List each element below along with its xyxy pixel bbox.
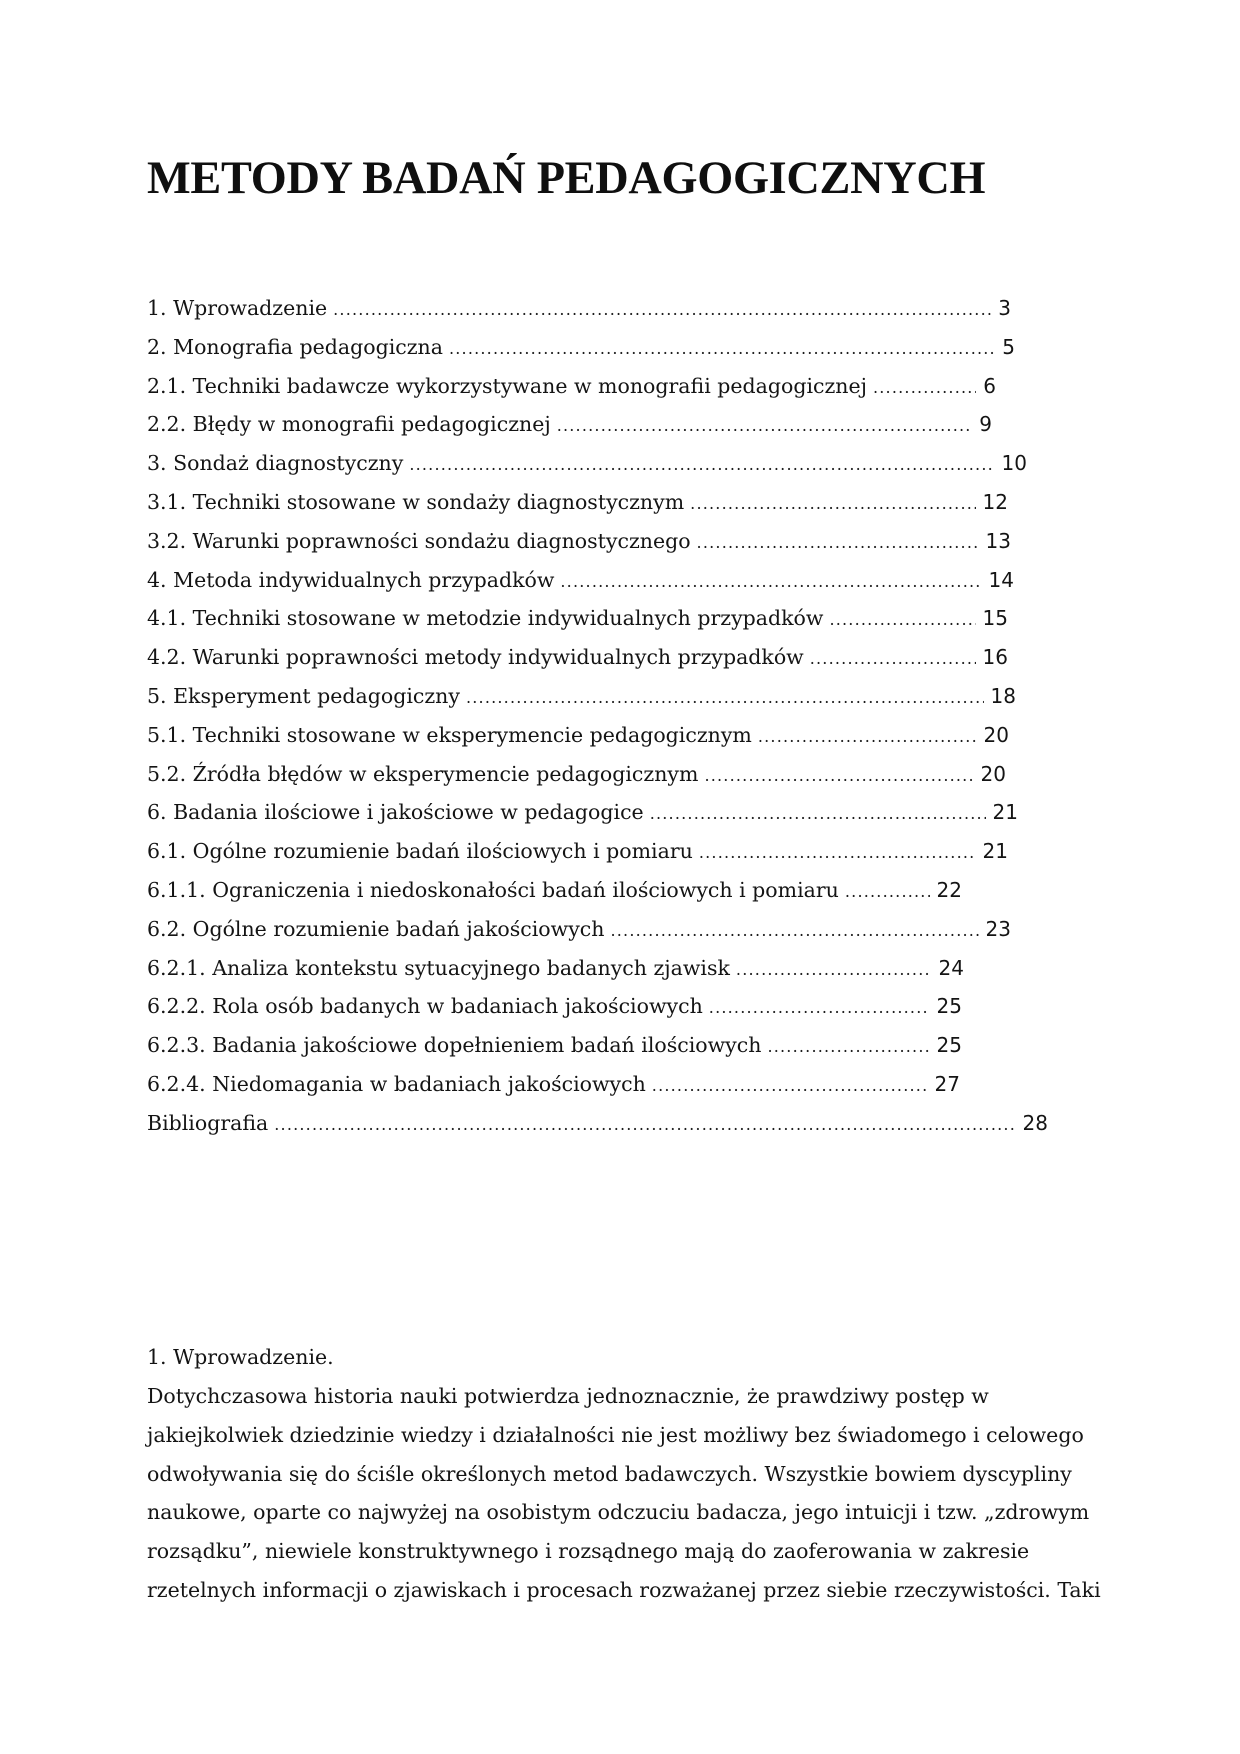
toc-entry-label: Bibliografia	[147, 1104, 274, 1143]
toc-entry[interactable]	[147, 987, 962, 1026]
toc-entry-label: 6.2.1. Analiza kontekstu sytuacyjnego badanych zjawisk	[147, 949, 736, 988]
toc-entry[interactable]	[147, 289, 1011, 328]
toc-entry[interactable]	[147, 638, 1008, 677]
toc-entry-label: 3.1. Techniki stosowane w sondaży diagnostycznym	[147, 483, 690, 522]
toc-page-number: 3	[998, 296, 1011, 320]
toc-dot-leader	[697, 524, 979, 561]
toc-dot-leader	[560, 563, 981, 600]
toc-entry-label: 1. Wprowadzenie	[147, 289, 333, 328]
toc-entry[interactable]	[147, 444, 1027, 483]
toc-entry[interactable]	[147, 677, 1016, 716]
toc-entry[interactable]	[147, 871, 962, 910]
toc-page-number: 12	[982, 489, 1008, 514]
toc-page-number: 15	[982, 606, 1008, 631]
toc-dot-leader	[610, 912, 978, 949]
toc-dot-leader	[557, 407, 973, 444]
body-paragraph	[147, 1377, 1101, 1610]
toc-page-number: 18	[990, 683, 1016, 708]
toc-entry[interactable]	[147, 599, 1008, 638]
toc-entry-label: 3.2. Warunki poprawności sondażu diagnostycznego	[147, 522, 697, 561]
toc-page-number: 24	[938, 955, 964, 980]
toc-entry-label: 4.1. Techniki stosowane w metodzie indywidualnych przypadków	[147, 599, 829, 638]
toc-entry-label: 6.1.1. Ograniczenia i niedoskonałości badań ilościowych i pomiaru	[147, 871, 845, 910]
body-line: jakiejkolwiek dziedzinie wiedzy i działalności nie jest możliwy bez świadomego i celowego	[147, 1422, 1084, 1447]
toc-entry[interactable]	[147, 949, 964, 988]
toc-dot-leader	[333, 291, 991, 328]
toc-page-number: 23	[985, 916, 1011, 941]
toc-entry[interactable]	[147, 755, 1006, 794]
toc-page-number: 22	[936, 877, 962, 902]
toc-dot-leader	[873, 369, 976, 406]
toc-entry-label: 3. Sondaż diagnostyczny	[147, 444, 409, 483]
toc-entry-label: 6. Badania ilościowe i jakościowe w pedagogice	[147, 793, 650, 832]
toc-entry[interactable]	[147, 793, 1018, 832]
toc-dot-leader	[845, 873, 930, 910]
toc-page-number: 28	[1022, 1110, 1048, 1135]
toc-entry-label: 6.2. Ogólne rozumienie badań jakościowych	[147, 910, 610, 949]
toc-dot-leader	[690, 485, 975, 522]
toc-dot-leader	[709, 989, 930, 1026]
toc-entry-label: 4. Metoda indywidualnych przypadków	[147, 561, 560, 600]
toc-dot-leader	[274, 1106, 1015, 1143]
toc-dot-leader	[704, 757, 973, 794]
toc-dot-leader	[409, 446, 994, 483]
toc-page-number: 21	[992, 800, 1018, 825]
toc-dot-leader	[699, 834, 976, 871]
toc-dot-leader	[736, 951, 932, 988]
toc-page-number: 14	[988, 567, 1014, 592]
toc-entry[interactable]	[147, 522, 1011, 561]
body-line: odwoływania się do ściśle określonych metod badawczych. Wszystkie bowiem dyscypliny	[147, 1461, 1072, 1486]
document-title: METODY BADAŃ PEDAGOGICZNYCH	[147, 152, 986, 204]
body-line: naukowe, oparte co najwyżej na osobistym odczuciu badacza, jego intuicji i tzw. „zdrowym	[147, 1500, 1090, 1525]
toc-entry[interactable]	[147, 716, 1009, 755]
body-line: rozsądku”, niewiele konstruktywnego i rozsądnego mają do zaoferowania w zakresie	[147, 1539, 1030, 1564]
toc-page-number: 20	[980, 761, 1006, 786]
toc-entry-label: 2.2. Błędy w monografii pedagogicznej	[147, 405, 557, 444]
toc-entry-label: 5.1. Techniki stosowane w eksperymencie pedagogicznym	[147, 716, 758, 755]
toc-page-number: 9	[979, 412, 992, 437]
toc-page-number: 25	[936, 994, 962, 1019]
toc-dot-leader	[758, 718, 977, 755]
toc-page-number: 6	[983, 373, 996, 398]
toc-entry[interactable]	[147, 367, 996, 406]
table-of-contents	[147, 289, 1048, 1143]
toc-entry[interactable]	[147, 1026, 962, 1065]
toc-entry-label: 6.2.4. Niedomagania w badaniach jakościowych	[147, 1065, 652, 1104]
toc-dot-leader	[767, 1028, 929, 1065]
toc-entry-label: 5. Eksperyment pedagogiczny	[147, 677, 466, 716]
toc-page-number: 5	[1002, 334, 1015, 359]
toc-dot-leader	[650, 795, 986, 832]
toc-dot-leader	[449, 330, 995, 367]
toc-page-number: 27	[934, 1071, 960, 1096]
toc-page-number: 13	[985, 528, 1011, 553]
toc-entry-bibliography[interactable]	[147, 1104, 1048, 1143]
section-heading: 1. Wprowadzenie.	[147, 1345, 334, 1369]
toc-entry-label: 5.2. Źródła błędów w eksperymencie pedagogicznym	[147, 755, 704, 794]
toc-dot-leader	[829, 601, 975, 638]
toc-entry-label: 2. Monografia pedagogiczna	[147, 328, 449, 367]
toc-entry[interactable]	[147, 561, 1014, 600]
toc-entry[interactable]	[147, 405, 992, 444]
toc-entry-label: 6.1. Ogólne rozumienie badań ilościowych i pomiaru	[147, 832, 699, 871]
toc-entry-label: 6.2.3. Badania jakościowe dopełnieniem badań ilościowych	[147, 1026, 767, 1065]
toc-entry[interactable]	[147, 328, 1015, 367]
toc-page-number: 25	[936, 1033, 962, 1058]
toc-entry-label: 2.1. Techniki badawcze wykorzystywane w monografii pedagogicznej	[147, 367, 873, 406]
toc-entry-label: 6.2.2. Rola osób badanych w badaniach jakościowych	[147, 987, 709, 1026]
toc-page-number: 10	[1001, 451, 1027, 476]
toc-entry-label: 4.2. Warunki poprawności metody indywidualnych przypadków	[147, 638, 810, 677]
toc-dot-leader	[466, 679, 984, 716]
body-line: Dotychczasowa historia nauki potwierdza jednoznacznie, że prawdziwy postęp w	[147, 1384, 989, 1408]
toc-dot-leader	[810, 640, 976, 677]
body-line: rzetelnych informacji o zjawiskach i procesach rozważanej przez siebie rzeczywistości. Taki	[147, 1577, 1101, 1602]
toc-entry[interactable]	[147, 832, 1008, 871]
toc-entry[interactable]	[147, 1065, 960, 1104]
toc-page-number: 16	[982, 645, 1008, 670]
toc-entry[interactable]	[147, 910, 1011, 949]
toc-page-number: 21	[982, 839, 1008, 864]
toc-page-number: 20	[983, 722, 1009, 747]
toc-entry[interactable]	[147, 483, 1008, 522]
toc-dot-leader	[652, 1067, 928, 1104]
